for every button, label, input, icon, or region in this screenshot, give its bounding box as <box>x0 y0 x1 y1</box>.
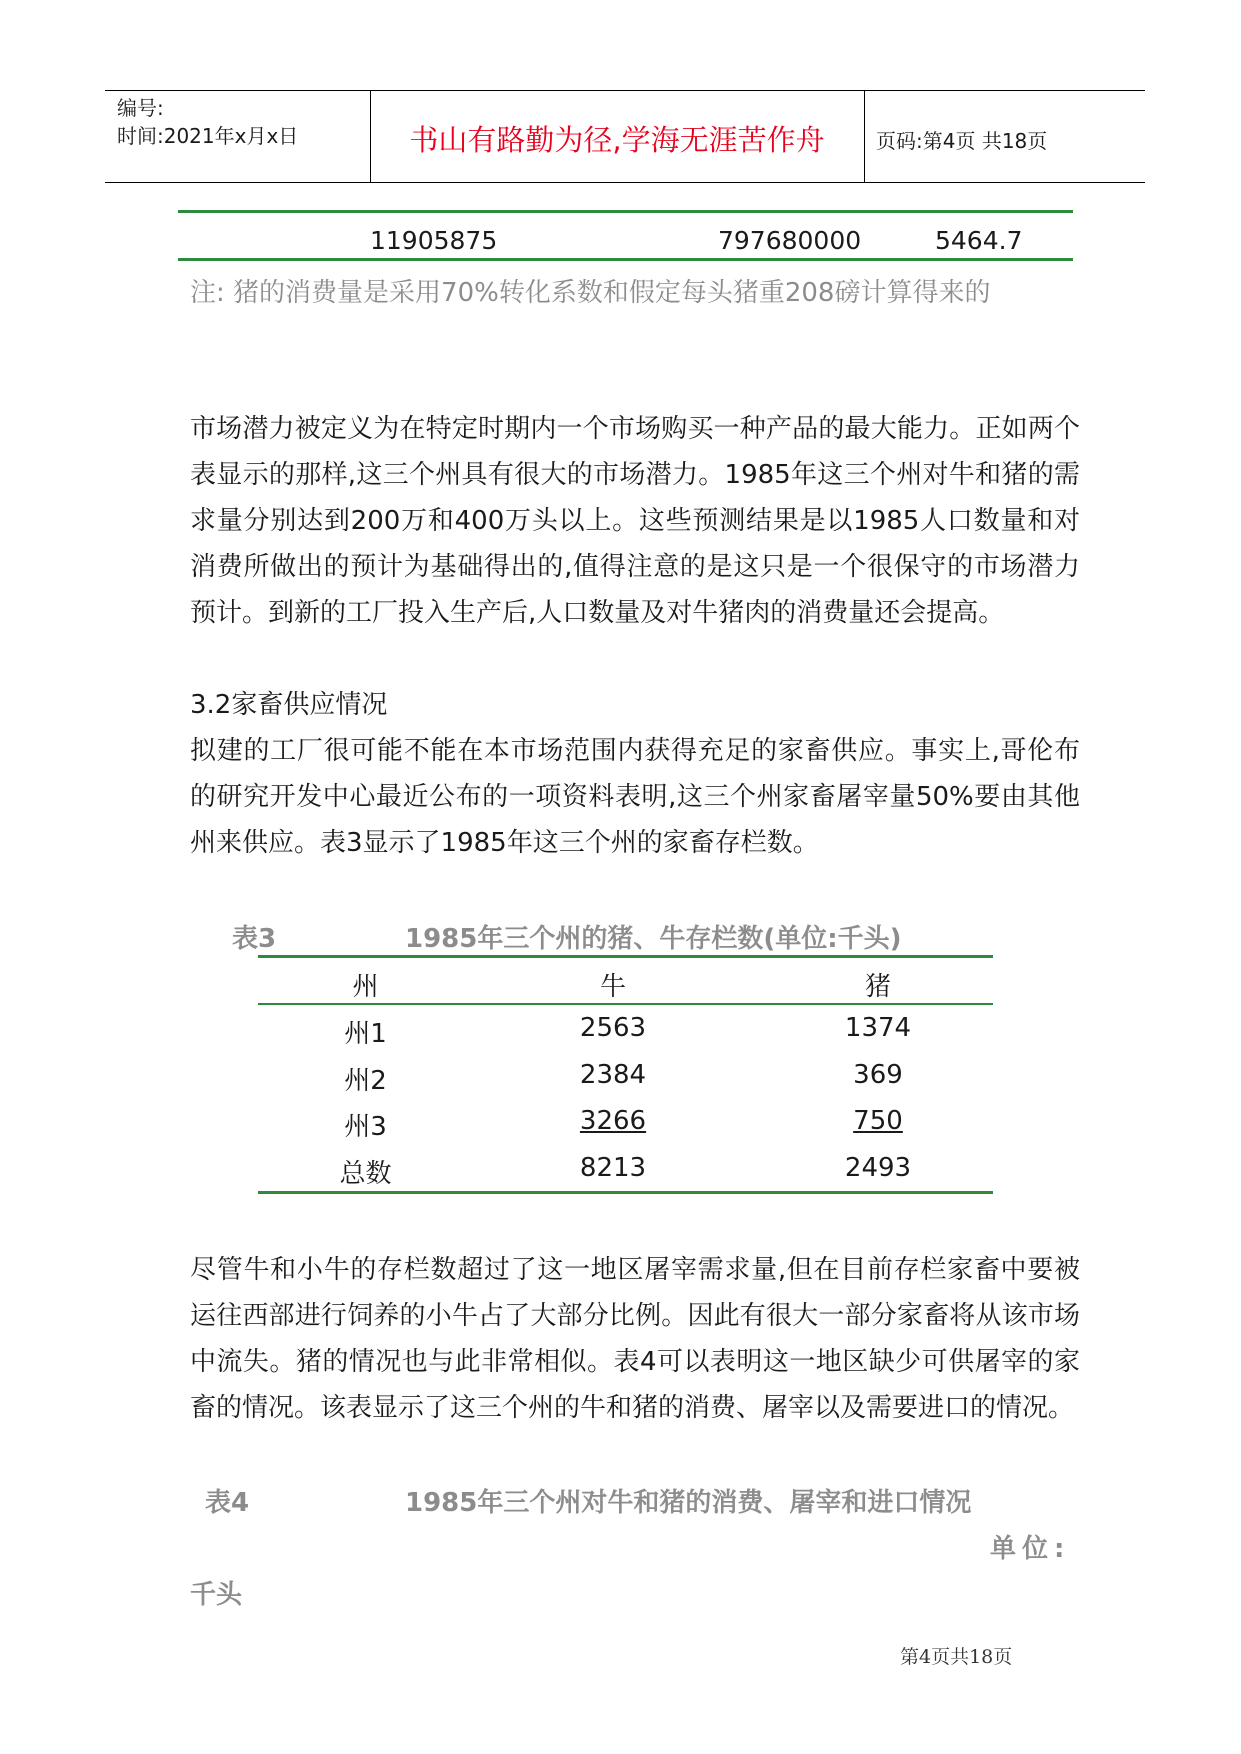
header-divider-left <box>370 90 371 182</box>
table4-unit-value: 千头 <box>190 1580 243 1610</box>
paragraph-market-potential <box>190 406 1080 636</box>
table3-cell <box>763 1106 993 1136</box>
header-page-label: 页码:第4页 共18页 <box>876 129 1048 153</box>
table3-header-row <box>258 966 993 1002</box>
prev-table-top-rule <box>178 210 1073 213</box>
paragraph-text: 尽管牛和小牛的存栏数超过了这一地区屠宰需求量,但在目前存栏家畜中要被运往西部进行饲养的小牛占了大部分比例。因此有很大一部分家畜将从该市场中流失。猪的情况也与此非常相似。表4可以表明这一地区缺少可供屠宰的家畜的情况。该表显示了这三个州的牛和猪的消费、屠宰以及需要进口的情况。 <box>190 1255 1081 1423</box>
table3-header-cattle: 牛 <box>599 972 626 1002</box>
table4-unit-label: 单位: <box>990 1534 1071 1564</box>
table3-cell-value: 3266 <box>579 1106 647 1136</box>
table3-cell: 2493 <box>844 1153 912 1183</box>
header-motto: 书山有路勤为径,学海无涯苦作舟 <box>409 123 825 157</box>
paragraph-text: 市场潜力被定义为在特定时期内一个市场购买一种产品的最大能力。正如两个表显示的那样,这三个州具有很大的市场潜力。1985年这三个州对牛和猪的需求量分别达到200万和400万头以上。这些预测结果是以1985人口数量和对消费所做出的预计为基础得出的,值得注意的是这只是一个很保守的市场潜力预计。到新的工厂投入生产后,人口数量及对牛猪肉的消费量还会提高。 <box>190 414 1080 628</box>
table3-header-hogs: 猪 <box>864 972 891 1002</box>
page-footer: 第4页共18页 <box>900 1646 1013 1668</box>
table3-cell: 州3 <box>344 1112 387 1142</box>
table3-cell: 369 <box>853 1060 903 1090</box>
table3-cell: 2384 <box>579 1060 647 1090</box>
table3-cell: 2563 <box>579 1013 647 1043</box>
table3-cell: 州2 <box>344 1066 387 1096</box>
prev-table-cell-1: 11905875 <box>370 226 498 255</box>
paragraph-text: 拟建的工厂很可能不能在本市场范围内获得充足的家畜供应。事实上,哥伦布的研究开发中心最近公布的一项资料表明,这三个州家畜屠宰量50%要由其他州来供应。表3显示了1985年这三个州的家畜存栏数。 <box>190 736 1081 858</box>
table4-title: 1985年三个州对牛和猪的消费、屠宰和进口情况 <box>405 1488 972 1518</box>
header-time-label: 时间:2021年x月x日 <box>117 124 299 148</box>
table3-top-rule <box>258 955 993 958</box>
header-number-label: 编号: <box>117 96 164 120</box>
table3-cell <box>503 1106 723 1136</box>
prev-table-bottom-rule <box>178 258 1073 261</box>
table3-header-state: 州 <box>352 972 379 1002</box>
table3-label: 表3 <box>232 924 277 954</box>
section-heading: 3.2家畜供应情况 <box>190 690 388 720</box>
paragraph-livestock-supply <box>190 728 1080 866</box>
table3-cell: 1374 <box>844 1013 912 1043</box>
table4-label: 表4 <box>205 1488 250 1518</box>
table3-header-rule <box>258 1003 993 1005</box>
table-row <box>258 1106 993 1142</box>
table-row <box>258 1013 993 1049</box>
header-top-rule <box>105 90 1145 91</box>
paragraph-shortage <box>190 1247 1080 1431</box>
table3-title: 1985年三个州的猪、牛存栏数(单位:千头) <box>405 924 902 954</box>
table-row <box>258 1153 993 1189</box>
prev-table-cell-3: 5464.7 <box>935 226 1023 255</box>
table3-cell: 总数 <box>339 1159 392 1189</box>
table3-cell-value: 750 <box>853 1106 903 1136</box>
table-note: 注: 猪的消费量是采用70%转化系数和假定每头猪重208磅计算得来的 <box>190 278 991 308</box>
table3-cell: 州1 <box>344 1019 387 1049</box>
table3-cell: 8213 <box>579 1153 647 1183</box>
header-bottom-rule <box>105 182 1145 183</box>
table3-bottom-rule <box>258 1191 993 1194</box>
header-divider-right <box>864 90 865 182</box>
table-row <box>258 1060 993 1096</box>
prev-table-cell-2: 797680000 <box>718 226 862 255</box>
